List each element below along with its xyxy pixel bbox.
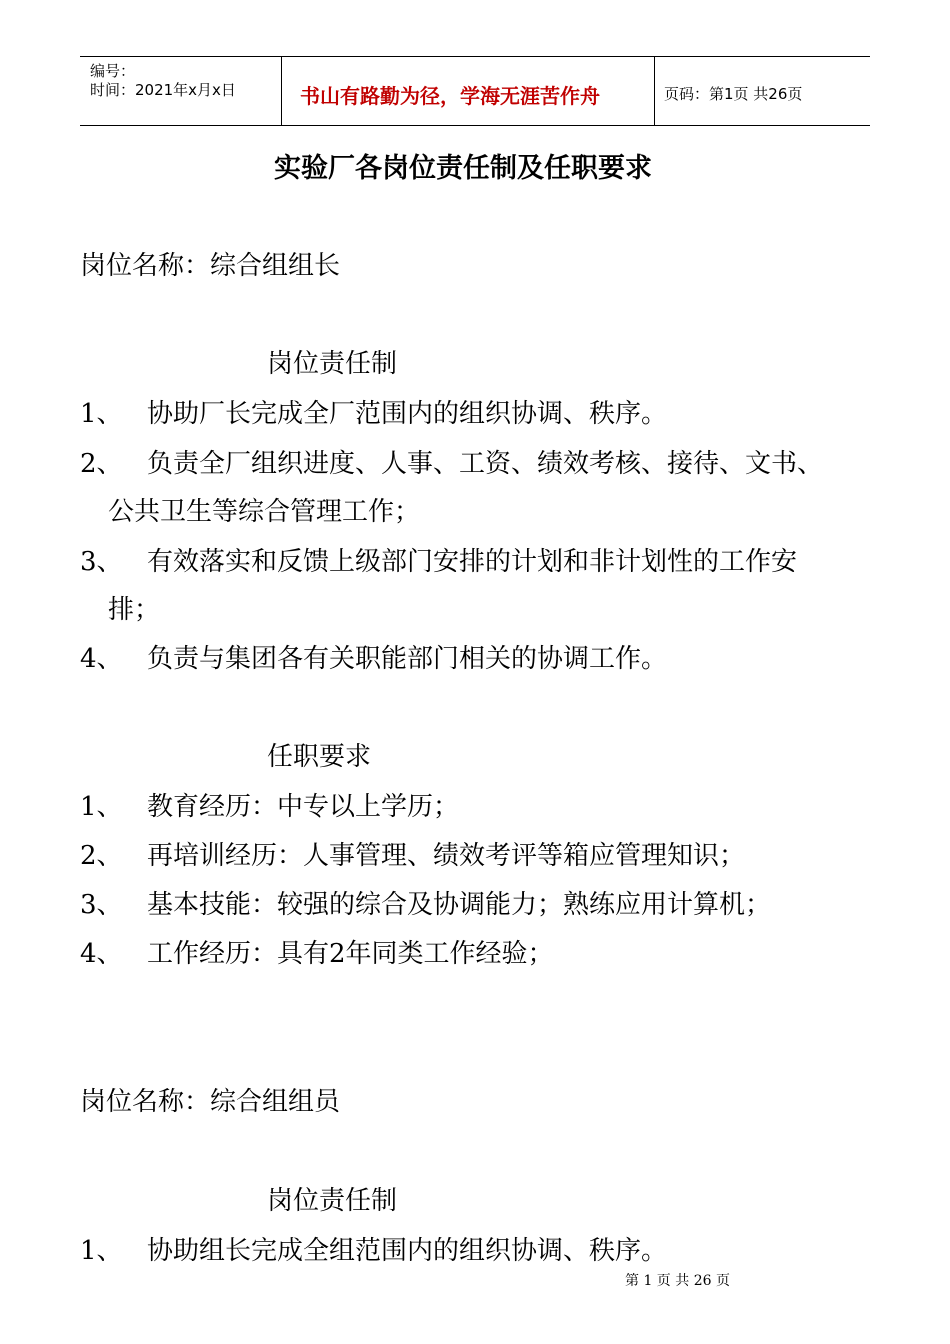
list-item: 再培训经历：人事管理、绩效考评等箱应管理知识； xyxy=(147,841,746,871)
list-number: 2、 xyxy=(80,449,123,479)
list-item: 基本技能：较强的综合及协调能力；熟练应用计算机； xyxy=(147,890,772,920)
list-item: 有效落实和反馈上级部门安排的计划和非计划性的工作安 xyxy=(147,547,798,577)
list-number: 3、 xyxy=(80,547,123,577)
section-heading: 岗位责任制 xyxy=(267,349,398,379)
list-number: 4、 xyxy=(80,644,123,674)
list-number: 1、 xyxy=(80,792,123,822)
list-item: 教育经历：中专以上学历； xyxy=(147,792,460,822)
header-motto: 书山有路勤为径，学海无涯苦作舟 xyxy=(300,84,600,108)
number-label: 编号： xyxy=(90,62,136,80)
list-number: 1、 xyxy=(80,1236,123,1266)
document-title: 实验厂各岗位责任制及任职要求 xyxy=(274,153,652,184)
position-name: 岗位名称：综合组组长 xyxy=(80,251,341,281)
list-item: 负责全厂组织进度、人事、工资、绩效考核、接待、文书、 xyxy=(147,449,824,479)
page-footer: 第 1 页 共 26 页 xyxy=(625,1273,730,1289)
list-item-continuation: 排； xyxy=(108,595,161,625)
list-item: 协助厂长完成全厂范围内的组织协调、秩序。 xyxy=(147,399,668,429)
list-item: 工作经历：具有2年同类工作经验； xyxy=(147,939,554,969)
page-info: 页码：第1页 共26页 xyxy=(664,85,803,103)
list-number: 3、 xyxy=(80,890,123,920)
list-number: 2、 xyxy=(80,841,123,871)
header-divider xyxy=(281,57,282,125)
list-item-continuation: 公共卫生等综合管理工作； xyxy=(108,497,421,527)
list-item: 协助组长完成全组范围内的组织协调、秩序。 xyxy=(147,1236,668,1266)
page-header xyxy=(80,56,870,126)
section-heading: 岗位责任制 xyxy=(267,1186,398,1216)
position-name: 岗位名称：综合组组员 xyxy=(80,1087,341,1117)
section-heading: 任职要求 xyxy=(267,742,372,772)
list-number: 4、 xyxy=(80,939,123,969)
list-number: 1、 xyxy=(80,399,123,429)
list-item: 负责与集团各有关职能部门相关的协调工作。 xyxy=(147,644,668,674)
header-divider xyxy=(654,57,655,125)
time-label: 时间：2021年x月x日 xyxy=(90,81,236,99)
